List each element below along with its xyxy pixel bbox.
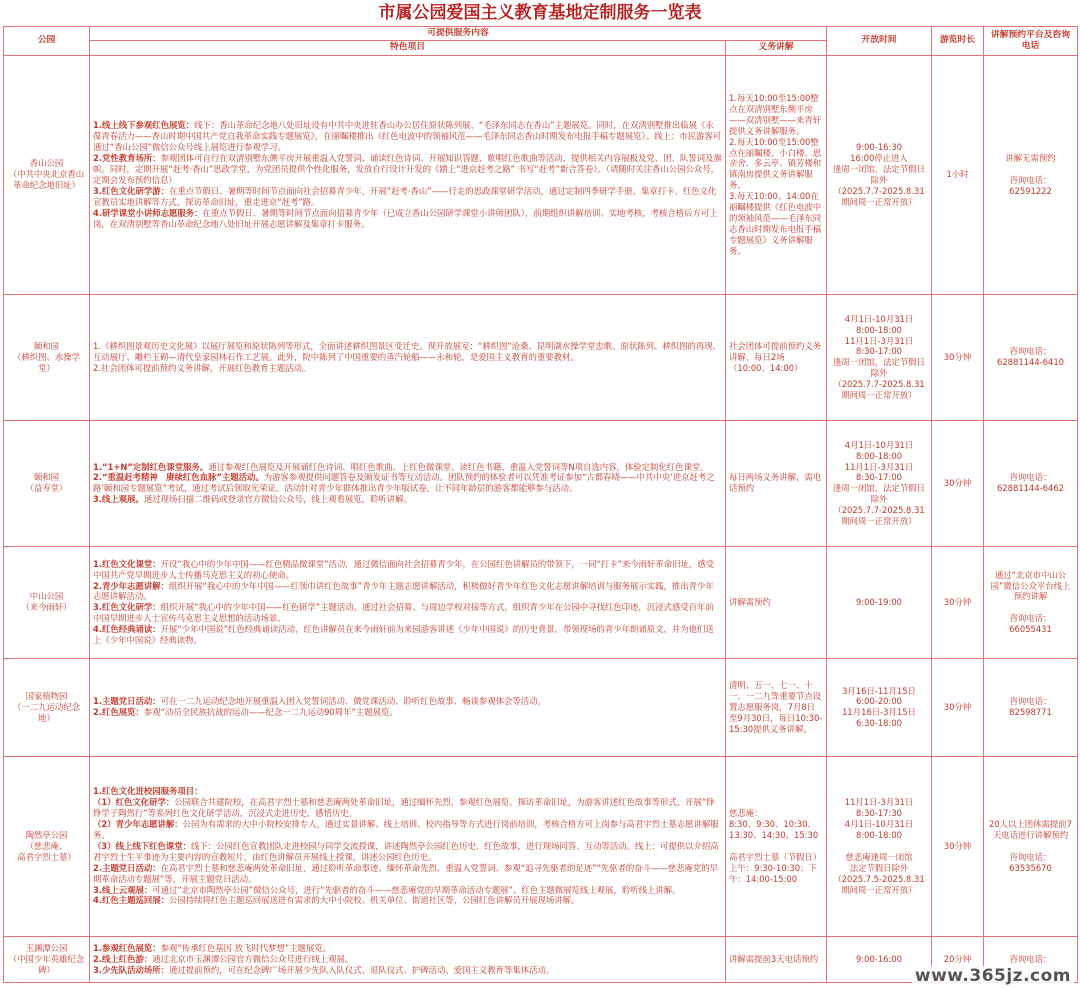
lecture-info: 清明、五一、七一、十一、一二九等重要节点设置志愿服务岗，7月8日至9月30日，每日10:30-15:30提供义务讲解。 — [726, 658, 827, 756]
feature-item — [93, 472, 722, 494]
park-name: 颐和园 （耕织图、水操学堂） — [4, 294, 90, 420]
feature-head: 4.红色主题巡回展： — [93, 895, 170, 906]
park-name: 国家植物园 （一二九运动纪念地） — [4, 658, 90, 756]
feature-text: 在高君宇烈士墓和慈悲庵两处革命旧址，通过聆听革命事迹、缅怀革命先烈、重温入党誓词、参观“追寻先驱者的足迹”“先驱者的奋斗——慈悲庵党的早期革命活动专题展”等，开展主题党日活动。 — [93, 862, 719, 884]
park-name: 陶然亭公园 （慈悲庵、 高君宇烈士墓） — [4, 756, 90, 936]
feature-item — [93, 153, 722, 186]
feature-head: 3.少先队活动场所： — [93, 964, 170, 975]
contact-info: 咨询电话： 62881144-6462 — [984, 420, 1078, 546]
table-row — [4, 420, 1078, 546]
feature-text: 在重点节假日、暑期等时间节点面向社会招募青少年，开展“赶考·香山”——行走的思政课堂研学活动，通过定制四季研学手册、集章打卡、红色文化宣教员实地讲解等方式，探访革命旧址，重走进京“赶考”路。 — [93, 185, 717, 207]
service-table — [3, 26, 1078, 983]
header-contact: 讲解预约平台及咨询电话 — [984, 27, 1078, 56]
feature-item — [93, 696, 722, 707]
feature-head: 2.党性教育场所： — [93, 153, 161, 163]
open-hours: 11月1日-3月31日 8:30-17:30 4月1日-10月31日 8:00-18:00 慈悲庵逢周一闭馆 法定节假日除外 （2025.7.5-2025.8.31期间周一正常开放） — [827, 756, 932, 936]
feature-list — [90, 420, 726, 546]
feature-text: 线下：香山革命纪念地八处旧址设有中共中央进驻香山办公居住原状陈列展、“毛泽东同志在香山”主题展览。同时，在双清别墅推出临展《永葆青春活力——香山时期中国共产党自我革命实践专题展览》，在丽瞩楼推出《红色电波中的领袖风范——毛泽东同志香山时期发布电报手稿专题展览》。线上：市民游客可通过“香山公园”微信公众号线上展览进行参观学习。 — [93, 120, 722, 153]
contact-info: 讲解无需预约 咨询电话： 62591222 — [984, 55, 1078, 294]
feature-text: 参观团体可自行在双清别墅东侧平房开展重温入党誓词、诵读红色诗词、开展知识答题、歌唱红色歌曲等活动，提供相关内容展板及党、团、队誓词及旗帜。同时，定期开展“赶考·香山”思政学堂，为党团员提供个性化服务，发放自行设计开发的《踏上“进京赶考之路” 书写“赶考”新合答卷》。（请随时关注香山公园公众号，定期会发布预约信息） — [93, 153, 722, 185]
open-hours: 9:00-16:30 16:00停止进入 逢周一闭馆，法定节假日除外 （2025.7.7-2025.8.31期间周一正常开放） — [827, 55, 932, 294]
feature-list — [90, 756, 726, 936]
feature-head: 1.红色文化进校园服务项目： — [93, 786, 203, 797]
visit-duration: 1小时 — [932, 55, 984, 294]
feature-head: 1.主题党日活动： — [93, 696, 161, 707]
feature-item — [93, 863, 722, 885]
feature-head: 2.“重温赶考精神 赓续红色血脉”主题活动。 — [93, 472, 264, 483]
feature-text: 通过提前预约，可在纪念碑广场开展少先队入队仪式、退队仪式、护碑活动、爱国主义教育等集体活动。 — [169, 964, 555, 975]
feature-item — [93, 120, 722, 153]
feature-text: 在重点节假日、暑期等时间节点面向招募青少年（已成立香山公园研学课堂小讲师团队），前期组织讲解培训、实地考核，考核合格后方可上岗，在双清别墅等香山革命纪念地八处旧址开展志愿讲解及集章打卡服务。 — [93, 207, 718, 229]
feature-head: 4.红色经典诵读： — [93, 624, 161, 635]
lecture-info: 每日两场义务讲解，需电话预约 — [726, 420, 827, 546]
feature-item — [93, 581, 722, 603]
feature-head: 1.线上线下参观红色展览： — [93, 120, 195, 131]
park-name: 中山公园 （来今雨轩） — [4, 546, 90, 658]
feature-item — [93, 954, 722, 965]
feature-item — [93, 786, 722, 797]
feature-item — [93, 624, 722, 646]
page-title: 市属公园爱国主义教育基地定制服务一览表 — [378, 3, 702, 23]
feature-item — [93, 363, 722, 374]
visit-duration: 30分钟 — [932, 756, 984, 936]
park-name: 颐和园 （益寿堂） — [4, 420, 90, 546]
feature-head: 3.红色文化研学： — [93, 602, 161, 613]
feature-head: 2.线上红色游： — [93, 953, 153, 964]
feature-head: 3.红色文化研学游： — [93, 185, 170, 196]
header-feature: 特色项目 — [90, 41, 726, 55]
feature-text: 公园为有需求的大中小院校安排专人，通过实景讲解、线上培训、校内指导等方式进行岗前培训，考核合格方可上岗参与高君宇烈士墓志愿讲解服务。 — [93, 819, 719, 840]
visit-duration: 30分钟 — [932, 294, 984, 420]
header-service-group: 可提供服务内容 — [90, 27, 827, 41]
contact-info: 咨询电话： 82598771 — [984, 658, 1078, 756]
header-duration: 游览时长 — [932, 27, 984, 56]
feature-text: 开展“少年中国说”红色经典诵读活动，红色讲解员在来今雨轩前为来园游客讲述《少年中国说》的历史背景，带领现场的青少年朗诵原文，并为他们送上《少年中国说》经典读物。 — [93, 624, 714, 646]
feature-text: 组织开展“我心中的少年中国——红领巾讲红色故事”青少年主题志愿讲解活动，积极做好青少年红色文化志愿讲解培训与服务展示实践，推出青少年志愿讲解活动。 — [93, 580, 714, 602]
feature-text: 参观“动员全民族抗战的运动——纪念一二九运动90周年”主题展览。 — [143, 707, 398, 718]
lecture-info: 1.每天10:00至15:00整点在双清别墅东侧平房——双清别墅——来青轩提供义务讲解服务。 2.每天10:00至15:00整点在丽瞩楼、小白楼、思亲舍、多云亭、镇芳楼和镇南房提供义务讲解服务。 3.每天10:00、14:00在丽瞩楼提供《红色电波中的领袖风范——毛泽东同志香山时期发布电报手稿专题展览》义务讲解服务。 — [726, 55, 827, 294]
feature-item — [93, 707, 722, 718]
feature-item — [93, 819, 722, 841]
table-row — [4, 294, 1078, 420]
lecture-info: 讲解需提前3天电话预约 — [726, 936, 827, 982]
feature-item — [93, 895, 722, 906]
open-hours: 9:00-19:00 — [827, 546, 932, 658]
feature-text: 组织开展“我心中的少年中国——红色研学”主题活动。通过社会招募、与周边学校对接等方式，组织青少年在公园中寻找红色印迹，沉浸式感受百年前中国早期进步人士宣传马克思主义思想的活动场景。 — [93, 602, 714, 624]
feature-list — [90, 546, 726, 658]
visit-duration: 20分钟 — [932, 936, 984, 982]
feature-text: 参观“传承红色基因 放飞时代梦想”主题展览。 — [160, 942, 332, 953]
feature-list — [90, 55, 726, 294]
feature-head: 3.线上观展。 — [93, 494, 144, 505]
header-hours: 开放时间 — [827, 27, 932, 56]
feature-head: 2.青少年志愿讲解： — [93, 580, 170, 591]
feature-head: 1.参观红色展览： — [93, 942, 161, 953]
feature-text: 2.社会团体可提前预约义务讲解，开展红色教育主题活动。 — [93, 362, 311, 373]
feature-text: 线下：公园红色宣教团队走进校园与同学交流授课，讲述陶然亭公园红色历史、红色故事，进行现场问答、互动等活动。线上：可提供以介绍高君宇烈士生平事迹为主要内容的宣教短片，由红色讲解员开展线上授课，讲述公园红色历史。 — [93, 840, 719, 862]
feature-item — [93, 208, 722, 230]
open-hours: 3月16日-11月15日 6:00-20:00 11月16日-3月15日 6:30-18:00 — [827, 658, 932, 756]
contact-info: 咨询电话： 62881144-6410 — [984, 294, 1078, 420]
feature-text: 为游客参观提供问题答卷及颁发证书等互动活动。团队预约的体验者可以凭准考证参加“古都春晓——中共中央‘进京赶考之路’颐和园专题展览”考试，通过考试后领取光荣证。活动针对青少年群体推出青少年版试卷，让不同年龄层的游客都能够参与活动。 — [93, 472, 715, 494]
feature-head: （2）青少年志愿讲解： — [93, 819, 183, 830]
feature-text: 通过参观红色展览及开展诵红色诗词、唱红色歌曲、上红色微课堂、读红色书籍、重温入党誓词等N项自选内容，体验定制化红色课堂。 — [208, 461, 709, 472]
feature-head: 2.主题党日活动： — [93, 862, 161, 873]
open-hours: 4月1日-10月31日 8:00-18:00 11月1日-3月31日 8:30-17:00 逢周一闭馆，法定节假日除外 （2025.7.7-2025.8.31期间周一正常开放） — [827, 420, 932, 546]
feature-item — [93, 965, 722, 976]
feature-text: 1.《耕织图景观历史文化展》以展厅展览和原状陈列等形式，全面讲述耕织图景区变迁史。现开放展室：“耕织图”沧桑、昆明湖水操学堂忠歌、原状陈列、耕织图的再现、互动展厅、雕栏玉砌—清代皇家园林石作工艺展。此外，院中陈列了中国重要的蒸汽轮船——永和轮，是爱国主义教育的重要教材。 — [93, 340, 722, 362]
open-hours: 4月1日-10月31日 8:00-18:00 11月1日-3月31日 8:30-17:00 逢周一闭馆，法定节假日除外 （2025.7.7-2025.8.31期间周一正常开放） — [827, 294, 932, 420]
table-row — [4, 546, 1078, 658]
feature-text: 开设“我心中的少年中国——红色精品微课堂”活动，通过微信面向社会招募青少年，在公园红色讲解员的带领下，一同“打卡”来今雨轩革命旧址，感受中国共产党早期进步人士传播马克思主义的初心使命。 — [93, 558, 714, 580]
contact-info: 咨询电话： — [984, 936, 1078, 982]
feature-item — [93, 797, 722, 819]
lecture-info: 社会团体可提前预约义务讲解，每日2场（10:00、14:00） — [726, 294, 827, 420]
feature-text: 可通过“北京市陶然亭公园”微信公众号，进行“先驱者的奋斗——慈悲庵党的早期革命活动专题展”、红色主题微展览线上观展，聆听线上讲解。 — [152, 884, 681, 895]
feature-item — [93, 494, 722, 505]
feature-item — [93, 841, 722, 863]
contact-info: 20人以上团体需提前7天电话进行讲解预约 咨询电话： 63535670 — [984, 756, 1078, 936]
feature-item — [93, 943, 722, 954]
feature-head: 3.线上云观展： — [93, 884, 153, 895]
header-park: 公园 — [4, 27, 90, 56]
visit-duration: 30分钟 — [932, 420, 984, 546]
feature-list — [90, 936, 726, 982]
feature-text: 通过北京市玉渊潭公园官方微信公众号进行线上观展。 — [152, 953, 354, 964]
table-row — [4, 756, 1078, 936]
feature-head: 1.红色文化课堂： — [93, 558, 161, 569]
feature-text: 公园持续将红色主题巡回展送进有需求的大中小院校、机关单位、街道社区等，公园红色讲解员开展现场讲解。 — [169, 895, 580, 906]
feature-head: （3）线上线下红色课堂： — [93, 840, 191, 851]
park-name: 香山公园 （中共中央北京香山 革命纪念地旧址） — [4, 55, 90, 294]
feature-head: 4.研学课堂小讲师志愿服务： — [93, 207, 203, 218]
feature-head: （1）红色文化研学： — [93, 797, 175, 808]
feature-item — [93, 602, 722, 624]
open-hours: 9:00-16:00 — [827, 936, 932, 982]
feature-item — [93, 186, 722, 208]
feature-text: 公园联合共建院校，在高君宇烈士墓和慈悲庵两处革命旧址，通过缅怀先烈、参观红色展览、探访革命旧址，为游客讲述红色故事等形式，开展“铮铮学子陶然行”等系列红色文化研学活动，沉浸式走进历史，感悟历史。 — [93, 797, 715, 819]
feature-item — [93, 559, 722, 581]
lecture-info: 慈悲庵： 8:30、9:30、10:30、13:30、14:30、15:30 高君宇烈士墓（节假日） 上午：9:30-10:30；下午：14:00-15:00 — [726, 756, 827, 936]
feature-item — [93, 462, 722, 473]
contact-info: 通过“北京市中山公园”微信公众平台线上预约讲解 咨询电话： 66055431 — [984, 546, 1078, 658]
feature-item — [93, 341, 722, 363]
feature-item — [93, 885, 722, 896]
feature-text: 可在一二九运动纪念地开展重温入团入党誓词活动、微党课活动、聆听红色故事、畅谈参观体会等活动。 — [160, 696, 546, 707]
park-name: 玉渊潭公园 （中国少年英雄纪念碑） — [4, 936, 90, 982]
lecture-info: 讲解需预约 — [726, 546, 827, 658]
feature-list — [90, 658, 726, 756]
watermark: www.365jz.com — [912, 966, 1074, 986]
table-row — [4, 658, 1078, 756]
feature-text: 通过现场扫描二维码或登录官方微信公众号，线上观看展览，聆听讲解。 — [143, 494, 412, 505]
visit-duration: 30分钟 — [932, 658, 984, 756]
feature-head: 2.红色展览： — [93, 707, 144, 718]
feature-head: 1.“1+N”定制红色课堂服务。 — [93, 461, 209, 472]
feature-list — [90, 294, 726, 420]
header-lecture: 义务讲解 — [726, 41, 827, 55]
table-row — [4, 55, 1078, 294]
visit-duration: 30分钟 — [932, 546, 984, 658]
